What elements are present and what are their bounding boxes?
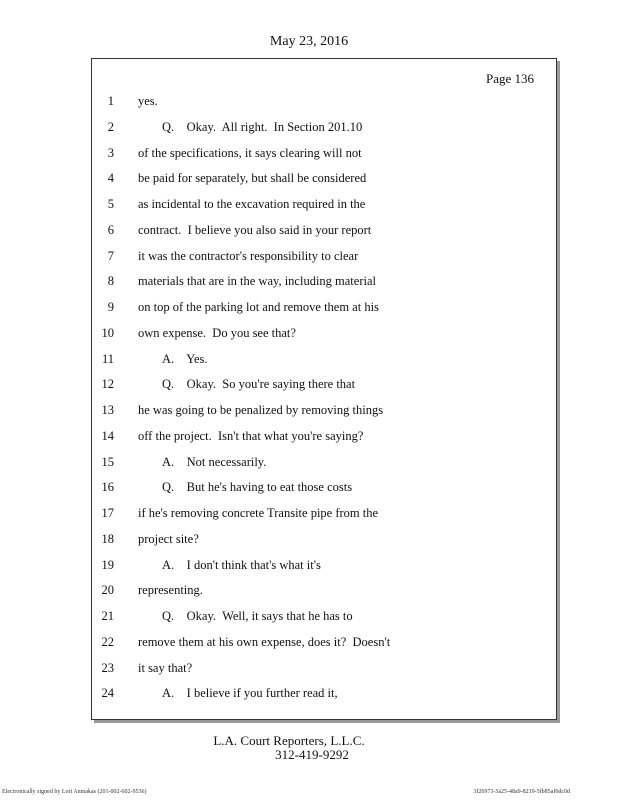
transcript-line xyxy=(92,580,556,600)
line-number: 23 xyxy=(101,660,114,675)
transcript-line xyxy=(92,323,556,343)
line-text: materials that are in the way, including material xyxy=(138,274,376,289)
transcript-line xyxy=(92,632,556,652)
transcript-line xyxy=(92,400,556,420)
line-number: 4 xyxy=(107,171,114,186)
line-number: 8 xyxy=(107,274,114,289)
line-number: 5 xyxy=(107,197,114,211)
transcript-date: May 23, 2016 xyxy=(269,34,349,49)
line-text: A. Yes. xyxy=(162,351,208,366)
line-text: Q. But he's having to eat those costs xyxy=(162,480,353,495)
transcript-line xyxy=(92,452,556,472)
transcript-line xyxy=(92,91,556,111)
transcript-line xyxy=(92,555,556,575)
transcript-line xyxy=(92,658,556,678)
transcript-line xyxy=(92,606,556,626)
line-number: 11 xyxy=(101,351,114,366)
line-number: 3 xyxy=(107,145,114,160)
transcript-line xyxy=(92,246,556,266)
line-text: of the specifications, it says clearing will not xyxy=(138,145,362,160)
line-text: yes. xyxy=(138,94,158,108)
line-text: own expense. Do you see that? xyxy=(138,325,296,340)
line-number: 24 xyxy=(101,686,114,701)
line-number: 16 xyxy=(101,480,114,495)
line-text: A. I believe if you further read it, xyxy=(162,686,338,701)
line-number: 12 xyxy=(101,377,114,392)
line-number: 22 xyxy=(101,634,114,649)
line-text: it was the contractor's responsibility to clear xyxy=(138,248,359,263)
transcript-page xyxy=(91,58,557,720)
transcript-line xyxy=(92,349,556,369)
line-text: Q. Okay. Well, it says that he has to xyxy=(162,609,353,623)
line-text: representing. xyxy=(138,583,203,598)
line-text: contract. I believe you also said in your report xyxy=(138,222,372,237)
transcript-line xyxy=(92,194,556,214)
transcript-line xyxy=(92,374,556,394)
line-text: A. I don't think that's what it's xyxy=(162,557,321,572)
transcript-line xyxy=(92,143,556,163)
line-number: 20 xyxy=(101,583,114,598)
line-text: remove them at his own expense, does it? Doesn't xyxy=(138,634,391,649)
line-number: 1 xyxy=(107,94,114,108)
line-text: off the project. Isn't that what you're saying? xyxy=(138,428,364,443)
line-number: 19 xyxy=(101,557,114,572)
line-number: 6 xyxy=(107,222,114,237)
line-text: he was going to be penalized by removing things xyxy=(138,403,384,417)
transcript-line xyxy=(92,477,556,497)
line-text: Q. Okay. So you're saying there that xyxy=(162,377,356,392)
line-number: 13 xyxy=(101,403,114,417)
transcript-line xyxy=(92,529,556,549)
court-reporter-name: L.A. Court Reporters, L.L.C. xyxy=(213,733,365,748)
page-number: Page 136 xyxy=(485,71,534,86)
line-number: 17 xyxy=(101,506,114,520)
line-number: 10 xyxy=(101,325,114,340)
line-text: Q. Okay. All right. In Section 201.10 xyxy=(162,119,363,134)
line-text: project site? xyxy=(138,531,199,546)
line-number: 14 xyxy=(101,428,114,443)
line-text: on top of the parking lot and remove them at his xyxy=(138,300,379,314)
line-text: it say that? xyxy=(138,660,193,675)
line-text: A. Not necessarily. xyxy=(162,454,267,469)
line-number: 2 xyxy=(107,119,114,134)
line-text: be paid for separately, but shall be considered xyxy=(138,171,367,186)
document-hash: 3f26973-5a25-48a9-8219-5fb85af6dc0d xyxy=(473,789,570,795)
line-text: if he's removing concrete Transite pipe from the xyxy=(138,506,379,520)
transcript-line xyxy=(92,271,556,291)
line-number: 7 xyxy=(107,248,114,263)
line-number: 15 xyxy=(101,454,114,469)
line-number: 9 xyxy=(107,300,114,314)
court-reporter-phone: 312-419-9292 xyxy=(275,747,349,762)
transcript-line xyxy=(92,117,556,137)
line-number: 21 xyxy=(101,609,114,623)
transcript-line xyxy=(92,297,556,317)
transcript-line xyxy=(92,220,556,240)
line-text: as incidental to the excavation required in the xyxy=(138,197,366,211)
line-number: 18 xyxy=(101,531,114,546)
transcript-line xyxy=(92,168,556,188)
transcript-line xyxy=(92,503,556,523)
electronic-signature: Electronically signed by Lori Anmakas (201-002-602-9536) xyxy=(2,789,147,795)
transcript-line xyxy=(92,683,556,703)
transcript-line xyxy=(92,426,556,446)
